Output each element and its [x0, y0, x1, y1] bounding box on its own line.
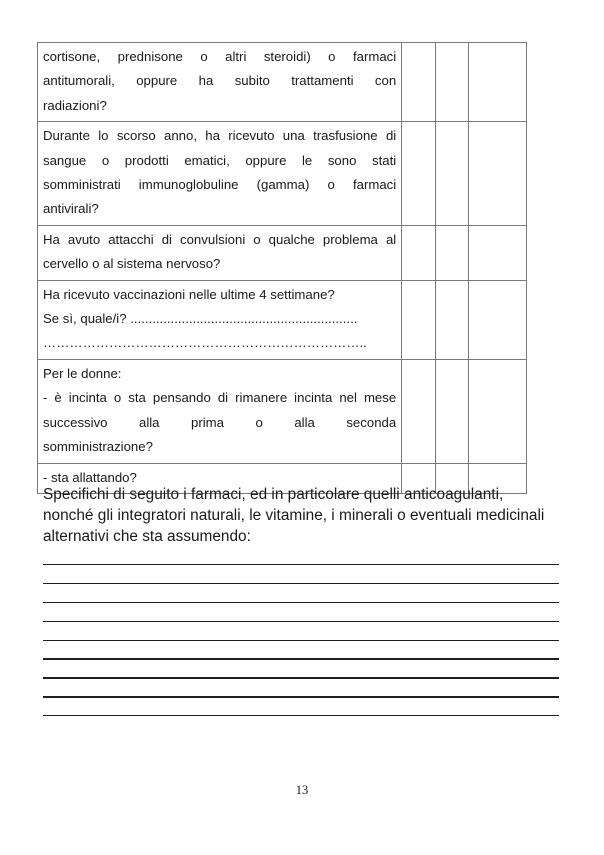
question-cell [38, 359, 402, 463]
writing-line[interactable] [43, 677, 559, 678]
question-line: cortisone, prednisone o altri steroidi) o farmaci [43, 49, 397, 64]
question-line: Ha avuto attacchi di convulsioni o qualche problema al [43, 231, 397, 247]
question-cell [38, 280, 402, 359]
question-line: Per le donne: [43, 365, 122, 381]
table-row [38, 225, 527, 280]
table-row [38, 122, 527, 226]
answer-checkbox-cell[interactable] [435, 280, 468, 359]
answer-checkbox-cell[interactable] [402, 280, 435, 359]
answer-checkbox-cell[interactable] [402, 225, 435, 280]
question-line: antitumorali, oppure ha subito trattamenti con [43, 73, 397, 89]
answer-checkbox-cell[interactable] [469, 280, 527, 359]
question-line: Ha ricevuto vaccinazioni nelle ultime 4 settimane? [43, 286, 335, 302]
question-line: - è incinta o sta pensando di rimanere incinta nel mese [43, 390, 397, 406]
answer-checkbox-cell[interactable] [435, 359, 468, 463]
question-line: antivirali? [43, 201, 99, 217]
table-row [38, 280, 527, 359]
question-line: Se sì, quale/i? .............................................................. [43, 311, 358, 327]
question-line: ……………………………………………………………….. [43, 335, 367, 351]
answer-checkbox-cell[interactable] [469, 359, 527, 463]
medications-writing-area[interactable] [43, 564, 559, 734]
answer-checkbox-cell[interactable] [435, 43, 468, 122]
answer-checkbox-cell[interactable] [402, 43, 435, 122]
answer-checkbox-cell[interactable] [469, 225, 527, 280]
question-cell [38, 43, 402, 122]
answer-checkbox-cell[interactable] [469, 43, 527, 122]
page-number: 13 [295, 783, 309, 797]
writing-line[interactable] [43, 564, 559, 565]
question-line: successivo alla prima o alla seconda [43, 414, 397, 430]
writing-line[interactable] [43, 715, 559, 716]
answer-checkbox-cell[interactable] [469, 122, 527, 226]
question-cell [38, 122, 402, 226]
writing-line[interactable] [43, 696, 559, 697]
table-row [38, 43, 527, 122]
answer-checkbox-cell[interactable] [435, 122, 468, 226]
writing-line[interactable] [43, 621, 559, 622]
answer-checkbox-cell[interactable] [402, 122, 435, 226]
question-line: cervello o al sistema nervoso? [43, 256, 221, 272]
writing-line[interactable] [43, 640, 559, 641]
question-line: - sta allattando? [43, 469, 137, 485]
question-line: radiazioni? [43, 97, 107, 113]
writing-line[interactable] [43, 583, 559, 584]
question-line: somministrazione? [43, 439, 153, 455]
medications-instructions: Specifichi di seguito i farmaci, ed in particolare quelli anticoagulanti, nonché gli integratori naturali, le vitamine, i minerali o eventuali medicinali alternativi che sta assumendo: [43, 486, 545, 545]
question-line: Durante lo scorso anno, ha ricevuto una trasfusione di [43, 128, 397, 144]
answer-checkbox-cell[interactable] [435, 225, 468, 280]
question-cell [38, 225, 402, 280]
answer-checkbox-cell[interactable] [402, 359, 435, 463]
table-row [38, 359, 527, 463]
questionnaire-table [37, 42, 527, 494]
question-line: sangue o prodotti ematici, oppure le sono stati [43, 152, 397, 168]
writing-line[interactable] [43, 658, 559, 659]
writing-line[interactable] [43, 602, 559, 603]
question-line: somministrati immunoglobuline (gamma) o farmaci [43, 177, 397, 193]
